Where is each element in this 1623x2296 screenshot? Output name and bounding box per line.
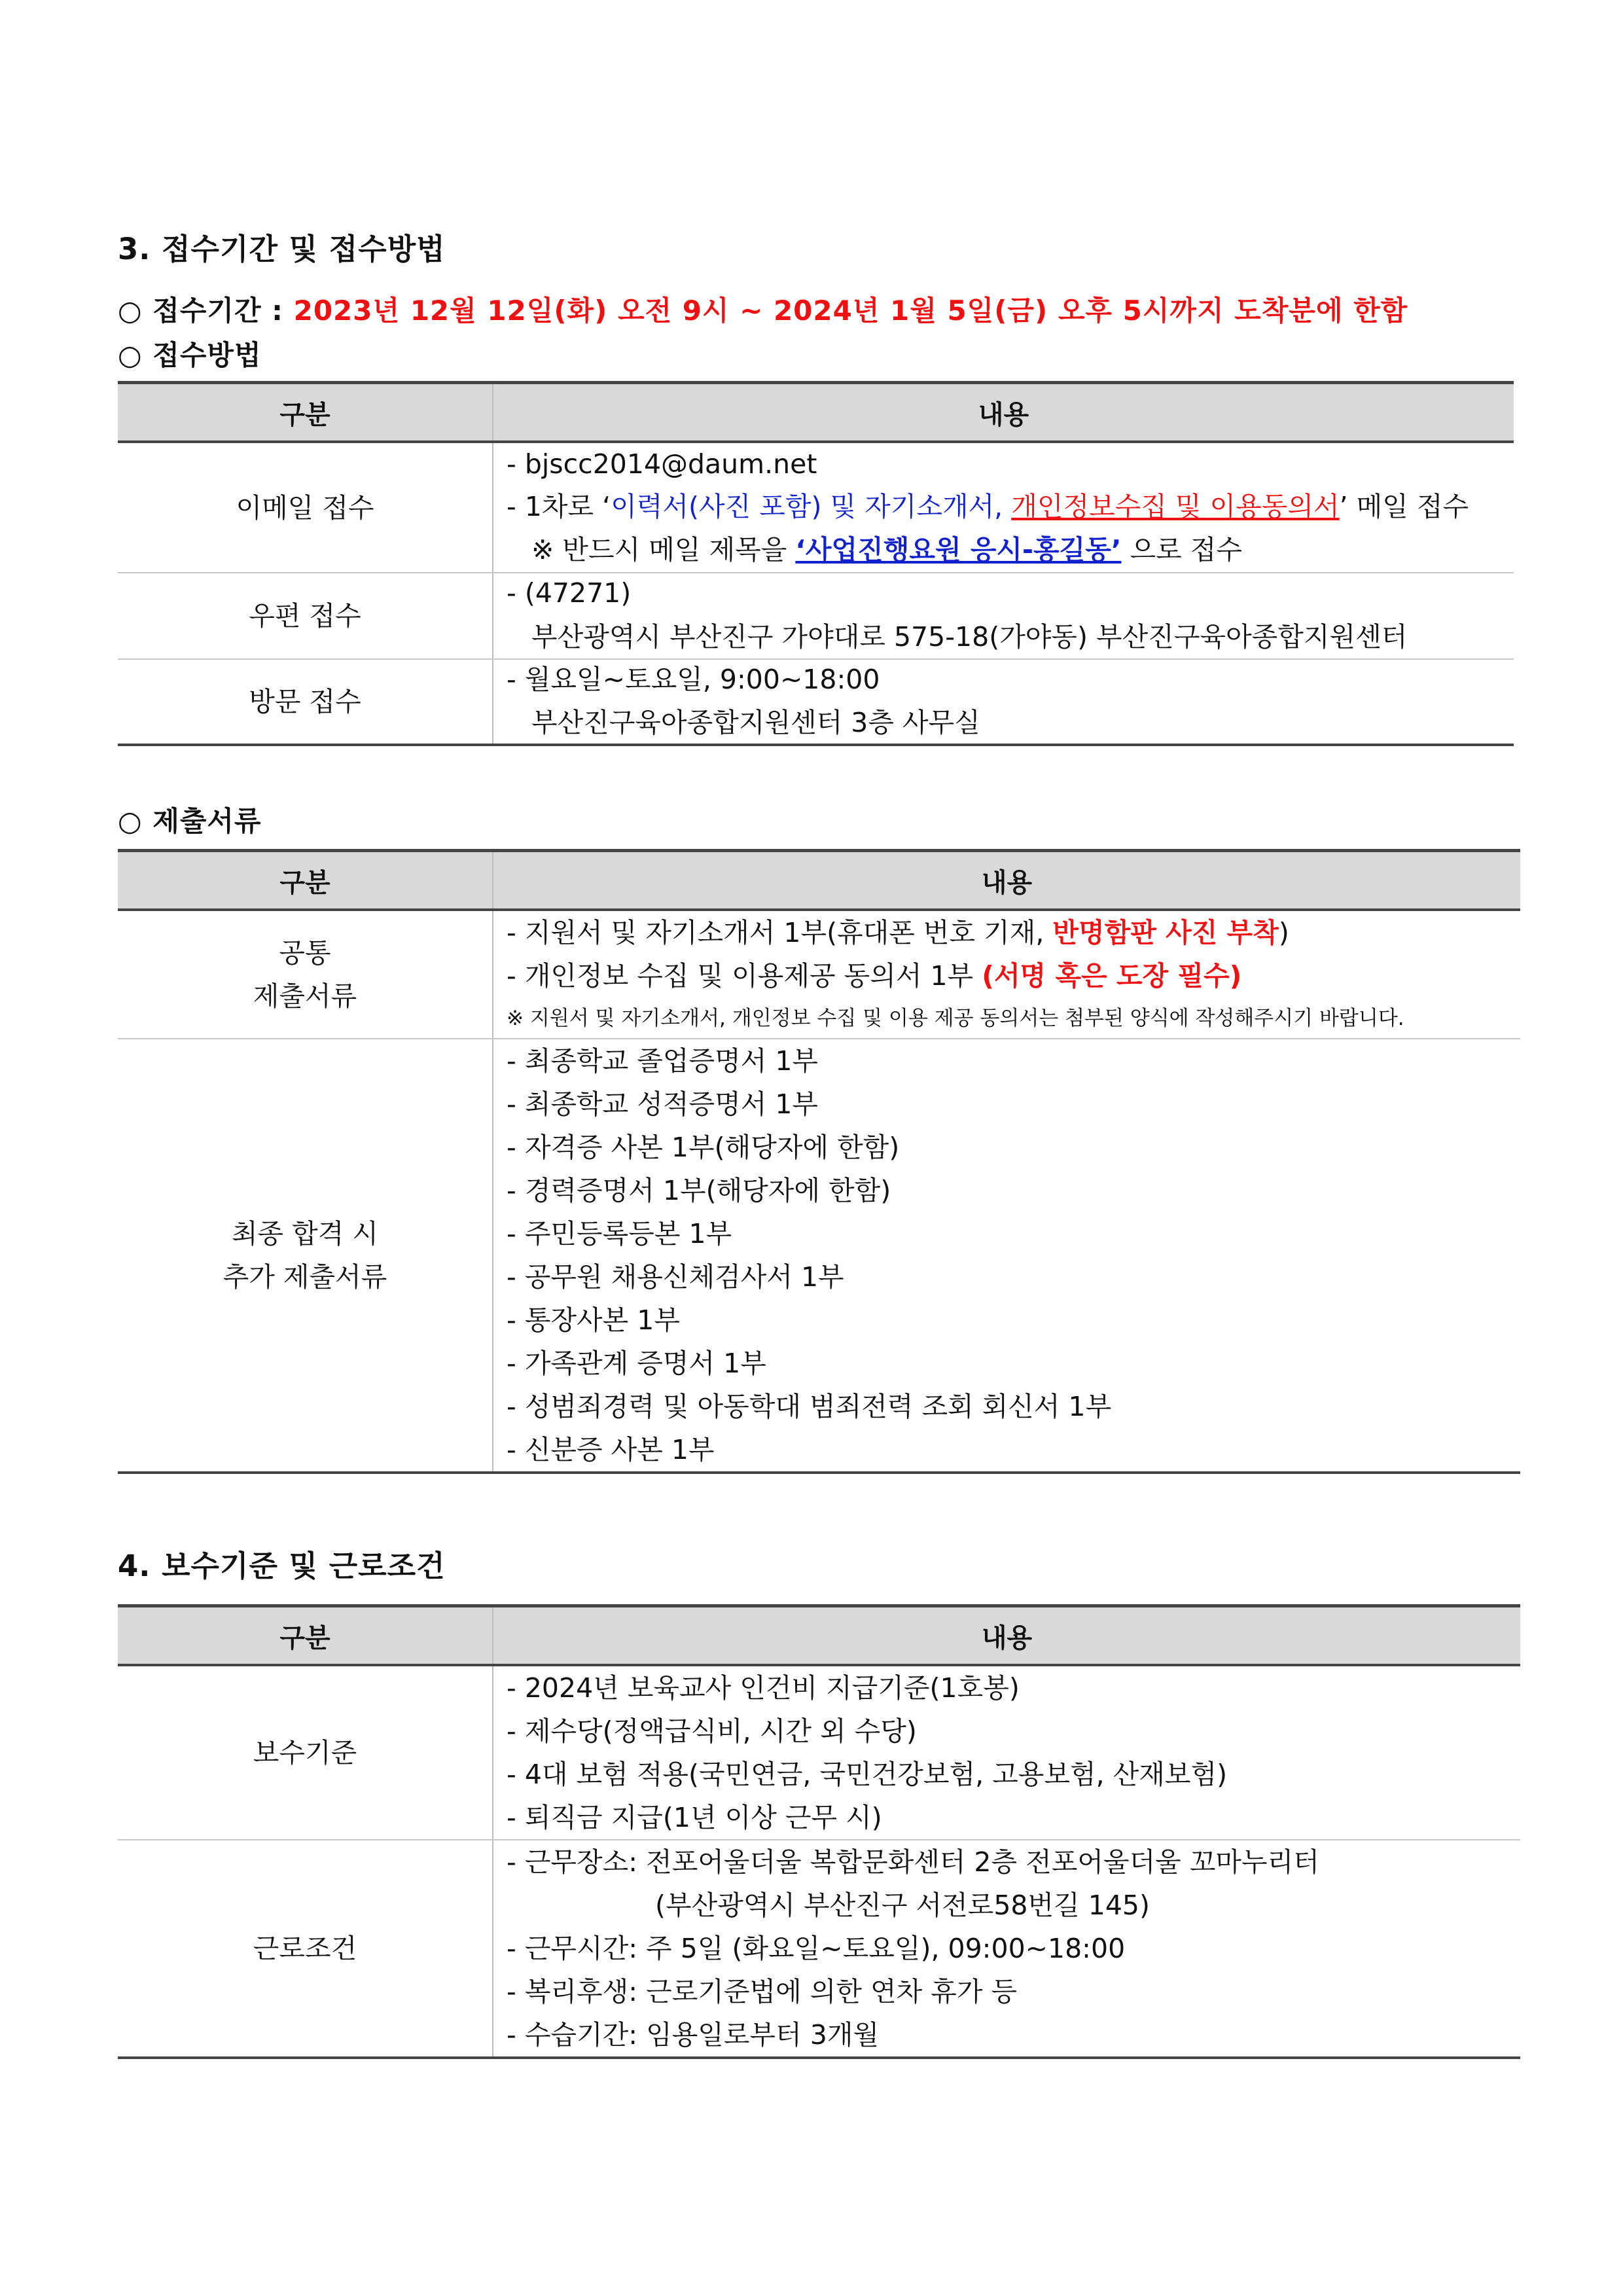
row-label-common: 공통 제출서류 (118, 910, 493, 1039)
table-row (118, 1039, 1520, 1473)
row-label-email: 이메일 접수 (118, 442, 493, 573)
table-row (118, 910, 1520, 1039)
row-content-visit (493, 659, 1514, 745)
table-header-content: 내용 (493, 1606, 1520, 1666)
row-content-email (493, 442, 1514, 573)
row-content-pay (493, 1665, 1520, 1840)
email-instruction: - 1차로 ‘이력서(사진 포함) 및 자기소개서, 개인정보수집 및 이용동의서’ 메일 접수 (507, 491, 1469, 522)
email-address: - bjscc2014@daum.net (507, 448, 817, 480)
receipt-method-table (118, 381, 1514, 746)
list-item: - 가족관계 증명서 1부 (507, 1348, 766, 1379)
list-item: - 제수당(정액급식비, 시간 외 수당) (507, 1715, 917, 1747)
common-doc-note: ※ 지원서 및 자기소개서, 개인정보 수집 및 이용 제공 동의서는 첨부된 양식에 작성해주시기 바랍니다. (507, 1007, 1404, 1030)
table-header-category: 구분 (118, 851, 493, 910)
list-item: - 경력증명서 1부(해당자에 한함) (507, 1175, 891, 1206)
post-zip: - (47271) (507, 577, 632, 609)
table-header-category: 구분 (118, 1606, 493, 1666)
list-item: - 최종학교 성적증명서 1부 (507, 1088, 819, 1120)
section-4-title: 4. 보수기준 및 근로조건 (118, 1549, 446, 1583)
submission-docs-label: ○ 제출서류 (118, 805, 262, 837)
row-label-work: 근로조건 (118, 1840, 493, 2058)
row-label-final: 최종 합격 시 추가 제출서류 (118, 1039, 493, 1473)
list-item: - 신분증 사본 1부 (507, 1434, 715, 1465)
row-label-pay: 보수기준 (118, 1665, 493, 1840)
common-doc-1: - 지원서 및 자기소개서 1부(휴대폰 번호 기재, 반명함판 사진 부착) (507, 917, 1289, 948)
row-content-work (493, 1840, 1520, 2058)
receipt-period-line (118, 289, 1408, 329)
row-label-visit: 방문 접수 (118, 659, 493, 745)
list-item: - 2024년 보육교사 인건비 지급기준(1호봉) (507, 1672, 1020, 1704)
visit-hours: - 월요일~토요일, 9:00~18:00 (507, 664, 880, 695)
row-content-common (493, 910, 1520, 1039)
table-row (118, 1840, 1520, 2058)
submission-docs-table (118, 849, 1520, 1474)
table-header-category: 구분 (118, 383, 493, 442)
receipt-period-value: 2023년 12월 12일(화) 오전 9시 ~ 2024년 1월 5일(금) 오후 5시까지 도착분에 한함 (293, 295, 1408, 327)
work-hours: - 근무시간: 주 5일 (화요일~토요일), 09:00~18:00 (507, 1933, 1126, 1964)
table-row (118, 442, 1514, 573)
row-label-post: 우편 접수 (118, 573, 493, 659)
table-header-content: 내용 (493, 383, 1514, 442)
work-place: - 근무장소: 전포어울더울 복합문화센터 2층 전포어울더울 꼬마누리터 (507, 1846, 1319, 1878)
post-address: 부산광역시 부산진구 가야대로 575-18(가야동) 부산진구육아종합지원센터 (531, 621, 1408, 653)
list-item: - 통장사본 1부 (507, 1304, 680, 1336)
row-content-post (493, 573, 1514, 659)
list-item: - 4대 보험 적용(국민연금, 국민건강보험, 고용보험, 산재보험) (507, 1759, 1228, 1790)
table-header-content: 내용 (493, 851, 1520, 910)
work-benefits: - 복리후생: 근로기준법에 의한 연차 휴가 등 (507, 1976, 1018, 2007)
common-doc-2: - 개인정보 수집 및 이용제공 동의서 1부 (서명 혹은 도장 필수) (507, 960, 1242, 992)
list-item: - 퇴직금 지급(1년 이상 근무 시) (507, 1802, 882, 1833)
list-item: - 공무원 채용신체검사서 1부 (507, 1261, 844, 1293)
list-item: - 성범죄경력 및 아동학대 범죄전력 조회 회신서 1부 (507, 1391, 1112, 1422)
work-address: (부산광역시 부산진구 서전로58번길 145) (655, 1890, 1150, 1921)
receipt-method-label: ○ 접수방법 (118, 339, 262, 371)
table-row (118, 573, 1514, 659)
list-item: - 자격증 사본 1부(해당자에 한함) (507, 1132, 900, 1163)
pay-conditions-table (118, 1604, 1520, 2059)
email-subject-note: ※ 반드시 메일 제목을 ‘사업진행요원 응시-홍길동’ 으로 접수 (531, 534, 1242, 565)
section-3-title: 3. 접수기간 및 접수방법 (118, 232, 446, 266)
visit-location: 부산진구육아종합지원센터 3층 사무실 (531, 707, 980, 738)
table-row (118, 1665, 1520, 1840)
receipt-period-label: ○ 접수기간 : (118, 295, 294, 327)
row-content-final (493, 1039, 1520, 1473)
list-item: - 최종학교 졸업증명서 1부 (507, 1045, 819, 1077)
table-row (118, 659, 1514, 745)
work-probation: - 수습기간: 임용일로부터 3개월 (507, 2019, 880, 2051)
list-item: - 주민등록등본 1부 (507, 1218, 732, 1249)
